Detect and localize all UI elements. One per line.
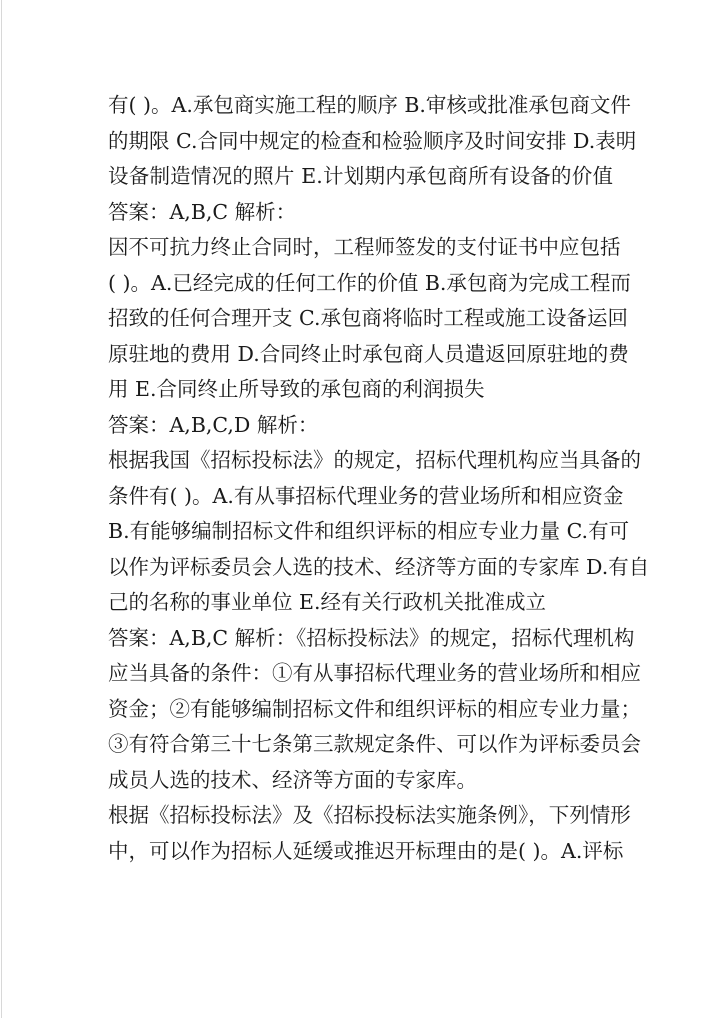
text-line: 有( )。A.承包商实施工程的顺序 B.审核或批准承包商文件 (108, 93, 631, 117)
text-line: 设备制造情况的照片 E.计划期内承包商所有设备的价值 (108, 164, 613, 188)
text-line: ( )。A.已经完成的任何工作的价值 B.承包商为完成工程而 (108, 270, 631, 295)
text-line: 因不可抗力终止合同时，工程师签发的支付证书中应包括 (108, 235, 621, 259)
text-line: ③有符合第三十七条第三款规定条件、可以作为评标委员会 (108, 732, 641, 756)
text-line: 资金；②有能够编制招标文件和组织评标的相应专业力量； (108, 696, 641, 721)
text-line: 的期限 C.合同中规定的检查和检验顺序及时间安排 D.表明 (108, 128, 637, 153)
text-line: 用 E.合同终止所导致的承包商的利润损失 (108, 377, 485, 401)
answer-line: 答案：A,B,C 解析： (108, 199, 297, 224)
text-line: 应当具备的条件：①有从事招标代理业务的营业场所和相应 (108, 661, 641, 685)
text-line: 原驻地的费用 D.合同终止时承包商人员遣返回原驻地的费 (108, 341, 629, 366)
text-line: 根据我国《招标投标法》的规定，招标代理机构应当具备的 (108, 448, 641, 472)
text-line: 成员人选的技术、经济等方面的专家库。 (108, 767, 477, 792)
text-line: B.有能够编制招标文件和组织评标的相应专业力量 C.有可 (108, 519, 630, 543)
text-line: 己的名称的事业单位 E.经有关行政机关批准成立 (108, 590, 546, 614)
text-line: 招致的任何合理开支 C.承包商将临时工程或施工设备运回 (108, 306, 628, 330)
text-line: 条件有( )。A.有从事招标代理业务的营业场所和相应资金 (108, 483, 624, 508)
answer-line: 答案：A,B,C,D 解析： (108, 412, 319, 437)
text-line: 以作为评标委员会人选的技术、经济等方面的专家库 D.有自 (108, 554, 650, 579)
text-line: 中，可以作为招标人延缓或推迟开标理由的是( )。A.评标 (108, 838, 624, 863)
answer-line: 答案：A,B,C 解析：《招标投标法》的规定，招标代理机构 (108, 625, 635, 650)
document-body (108, 88, 650, 869)
page-edge-line (1, 0, 2, 1018)
text-line: 根据《招标投标法》及《招标投标法实施条例》，下列情形 (108, 803, 631, 827)
